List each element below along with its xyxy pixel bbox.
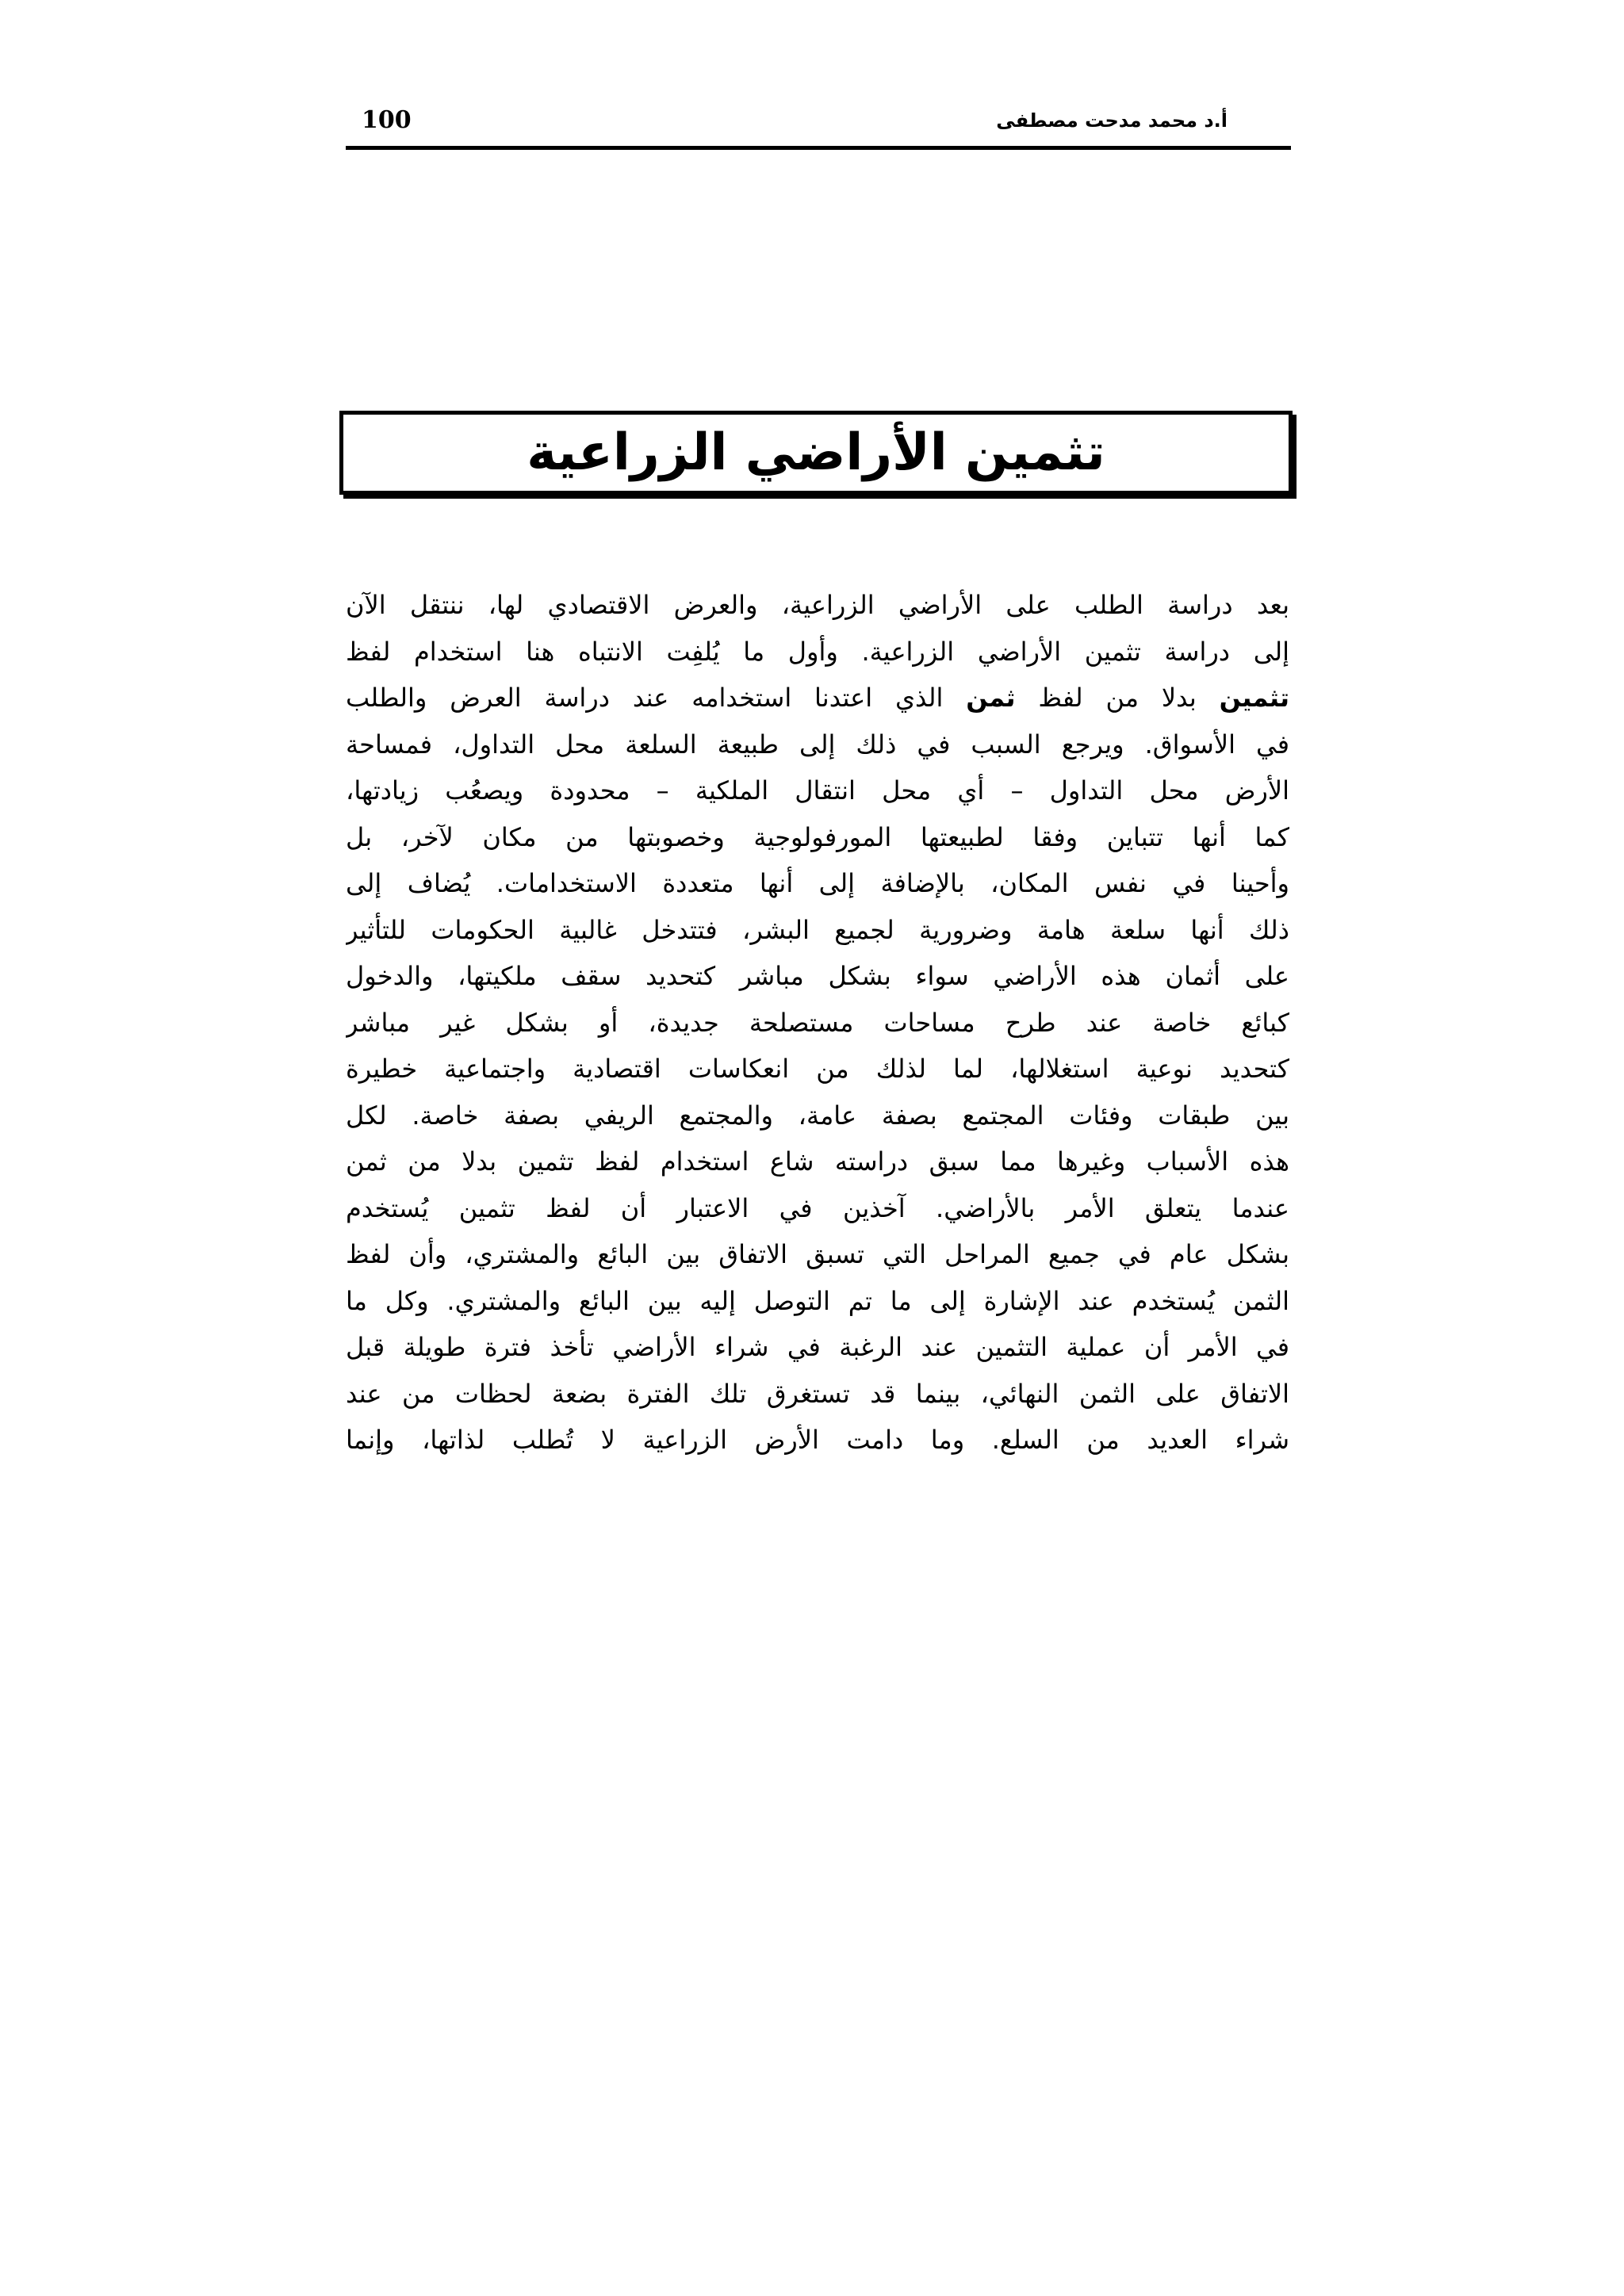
chapter-title: تثمين الأراضي الزراعية bbox=[527, 423, 1105, 482]
bold-term-tathmeen: تثمين bbox=[1219, 683, 1289, 713]
text-line: ذلك أنها سلعة هامة وضرورية لجميع البشر، فتتدخل غالبية الحكومات للتأثير bbox=[346, 914, 1289, 945]
page-header bbox=[346, 101, 1291, 149]
author-name: أ.د محمد مدحت مصطفى bbox=[996, 109, 1228, 132]
text-line: بشكل عام في جميع المراحل التي تسبق الاتفاق بين البائع والمشتري، وأن لفظ bbox=[346, 1239, 1289, 1269]
text-fragment: بدلا من لفظ bbox=[1015, 683, 1220, 713]
text-line: شراء العديد من السلع. وما دامت الأرض الزراعية لا تُطلب لذاتها، وإنما bbox=[346, 1425, 1289, 1455]
text-line: وأحينا في نفس المكان، بالإضافة إلى أنها متعددة الاستخدامات. يُضاف إلى bbox=[346, 868, 1289, 898]
page-number: 100 bbox=[362, 106, 412, 134]
text-line: الأرض محل التداول – أي محل انتقال الملكية – محدودة ويصعُب زيادتها، bbox=[346, 775, 1289, 806]
text-line: الثمن يُستخدم عند الإشارة إلى ما تم التوصل إليه بين البائع والمشتري. وكل ما bbox=[346, 1285, 1289, 1316]
text-line: الاتفاق على الثمن النهائي، بينما قد تستغرق تلك الفترة بضعة لحظات من عند bbox=[346, 1378, 1289, 1409]
chapter-title-box bbox=[339, 411, 1293, 495]
text-line: كبائع خاصة عند طرح مساحات مستصلحة جديدة، أو بشكل غير مباشر bbox=[346, 1007, 1289, 1038]
text-line: كما أنها تتباين وفقا لطبيعتها المورفولوجية وخصوبتها من مكان لآخر، بل bbox=[346, 821, 1289, 852]
text-line bbox=[346, 675, 1289, 721]
text-line: بين طبقات وفئات المجتمع بصفة عامة، والمجتمع الريفي بصفة خاصة. لكل bbox=[346, 1100, 1289, 1131]
text-line: إلى دراسة تثمين الأراضي الزراعية. وأول ما يُلفِت الانتباه هنا استخدام لفظ bbox=[346, 636, 1289, 667]
text-line: بعد دراسة الطلب على الأراضي الزراعية، والعرض الاقتصادي لها، ننتقل الآن bbox=[346, 590, 1289, 620]
text-fragment: الذي اعتدنا استخدامه عند دراسة العرض والطلب bbox=[346, 683, 967, 713]
header-rule bbox=[346, 146, 1291, 150]
text-line: عندما يتعلق الأمر بالأراضي. آخذين في الاعتبار أن لفظ تثمين يُستخدم bbox=[346, 1192, 1289, 1223]
bold-term-thaman: ثمن bbox=[966, 683, 1016, 713]
text-line: في الأسواق. ويرجع السبب في ذلك إلى طبيعة السلعة محل التداول، فمساحة bbox=[346, 729, 1289, 760]
text-line: هذه الأسباب وغيرها مما سبق دراسته شاع استخدام لفظ تثمين بدلا من ثمن bbox=[346, 1146, 1289, 1177]
text-line: في الأمر أن عملية التثمين عند الرغبة في شراء الأراضي تأخذ فترة طويلة قبل bbox=[346, 1332, 1289, 1362]
text-line: على أثمان هذه الأراضي سواء بشكل مباشر كتحديد سقف ملكيتها، والدخول bbox=[346, 961, 1289, 991]
body-paragraph bbox=[346, 582, 1289, 1464]
text-line: كتحديد نوعية استغلالها، لما لذلك من انعكاسات اقتصادية واجتماعية خطيرة bbox=[346, 1054, 1289, 1084]
